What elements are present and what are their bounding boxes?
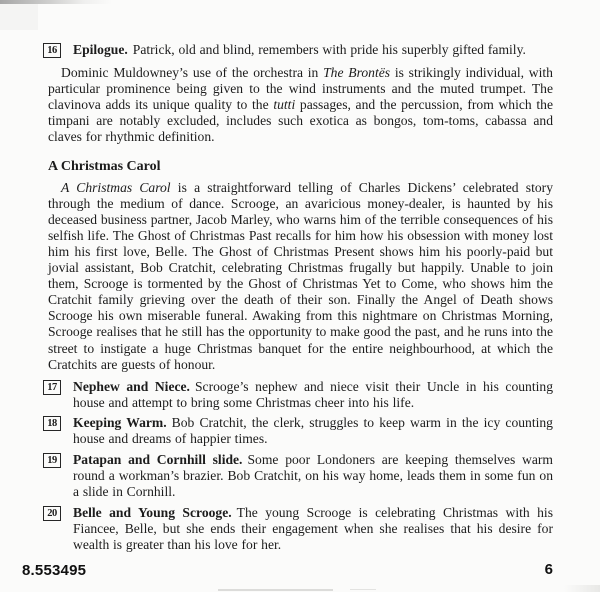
scan-shadow-topleft (0, 4, 38, 30)
track-item-19 (48, 452, 553, 500)
brontes-text-a: Dominic Muldowney’s use of the orchestra in (61, 65, 324, 81)
page-number: 6 (544, 561, 553, 578)
track-number-box-17: 17 (43, 380, 61, 395)
tutti-italic: tutti (273, 97, 296, 113)
brontes-text-b: is strikingly individual, with particular prominence being given to the wind instruments and the muted trumpet. The clavinova adds its unique quality to the (48, 65, 553, 113)
track-description-17: Scrooge’s nephew and niece visit their Uncle in his counting house and attempt to bring some Christmas cheer into his life. (73, 378, 554, 410)
section-heading-christmas-carol: A Christmas Carol (48, 158, 161, 174)
track-title-17: Nephew and Niece. (73, 378, 190, 394)
track-number-box-18: 18 (43, 416, 61, 431)
track-number-box-19: 19 (43, 453, 61, 468)
track-number-box-16: 16 (43, 43, 61, 58)
track-item-17 (48, 379, 553, 411)
track-title-18: Keeping Warm. (73, 415, 167, 431)
carol-synopsis-paragraph (48, 180, 553, 373)
track-item-20 (48, 505, 553, 553)
track-description-16: Patrick, old and blind, remembers with pride his superbly gifted family. (132, 42, 526, 57)
brontes-work-title: The Brontës (323, 65, 391, 81)
scan-edge-artifact-bottom (218, 589, 333, 591)
track-description-19: Some poor Londoners are keeping themselves warm round a workman’s brazier. Bob Cratchit, on his way home, leads them in some fun on a slide in Cornhill. (73, 452, 553, 500)
track-description-18: Bob Cratchit, the clerk, struggles to keep warm in the icy counting house and dreams of happier times. (73, 415, 553, 447)
carol-synopsis-text: is a straightforward telling of Charles Dickens’ celebrated story through the medium of dance. Scrooge, an avaricious money-dealer, is haunted by his deceased business partner, Jacob Marley, who warns him of the terrible consequences of his selfish life. The Ghost of Christmas Past recalls for him how his obsession with money lost him his first love, Belle. The Ghost of Christmas Present shows him his poorly-paid but jovial assistant, Bob Cratchit, celebrating Christmas frugally but happily. Unable to join them, Scrooge is tormented by the Ghost of Christmas Yet to Come, who shows him the Cratchit family grieving over the death of their son. Finally the Angel of Death shows Scrooge his own miserable funeral. Awaking from this nightmare on Christmas Morning, Scrooge realises that he still has the opportunity to make good the past, and he runs into the street to instigate a huge Christmas banquet for the entire neighbourhood, at which the Cratchits are guests of honour. (48, 179, 553, 372)
brontes-paragraph (48, 65, 553, 145)
track-number-box-20: 20 (43, 506, 61, 521)
track-title-20: Belle and Young Scrooge. (73, 504, 232, 520)
track-list (48, 379, 553, 553)
track-description-20: The young Scrooge is celebrating Christmas with his Fiancee, Belle, but she ends their engagement when she realises that his desire for wealth is greater than his love for her. (73, 504, 553, 553)
catalog-number: 8.553495 (22, 562, 87, 579)
carol-work-title: A Christmas Carol (61, 179, 171, 195)
track-item-16 (48, 42, 553, 58)
track-item-18 (48, 415, 553, 447)
track-title-16: Epilogue. (73, 42, 128, 57)
scan-edge-artifact-bottom-dash (350, 589, 376, 591)
track-title-19: Patapan and Cornhill slide. (73, 452, 243, 468)
page-content (48, 42, 553, 558)
scan-shadow-bottomright (564, 585, 600, 592)
brontes-text-c: passages, and the percussion, from which the timpani are notably excluded, includes such exotica as bongos, tom-toms, cabassa and claves for rhythmic definition. (48, 97, 553, 145)
